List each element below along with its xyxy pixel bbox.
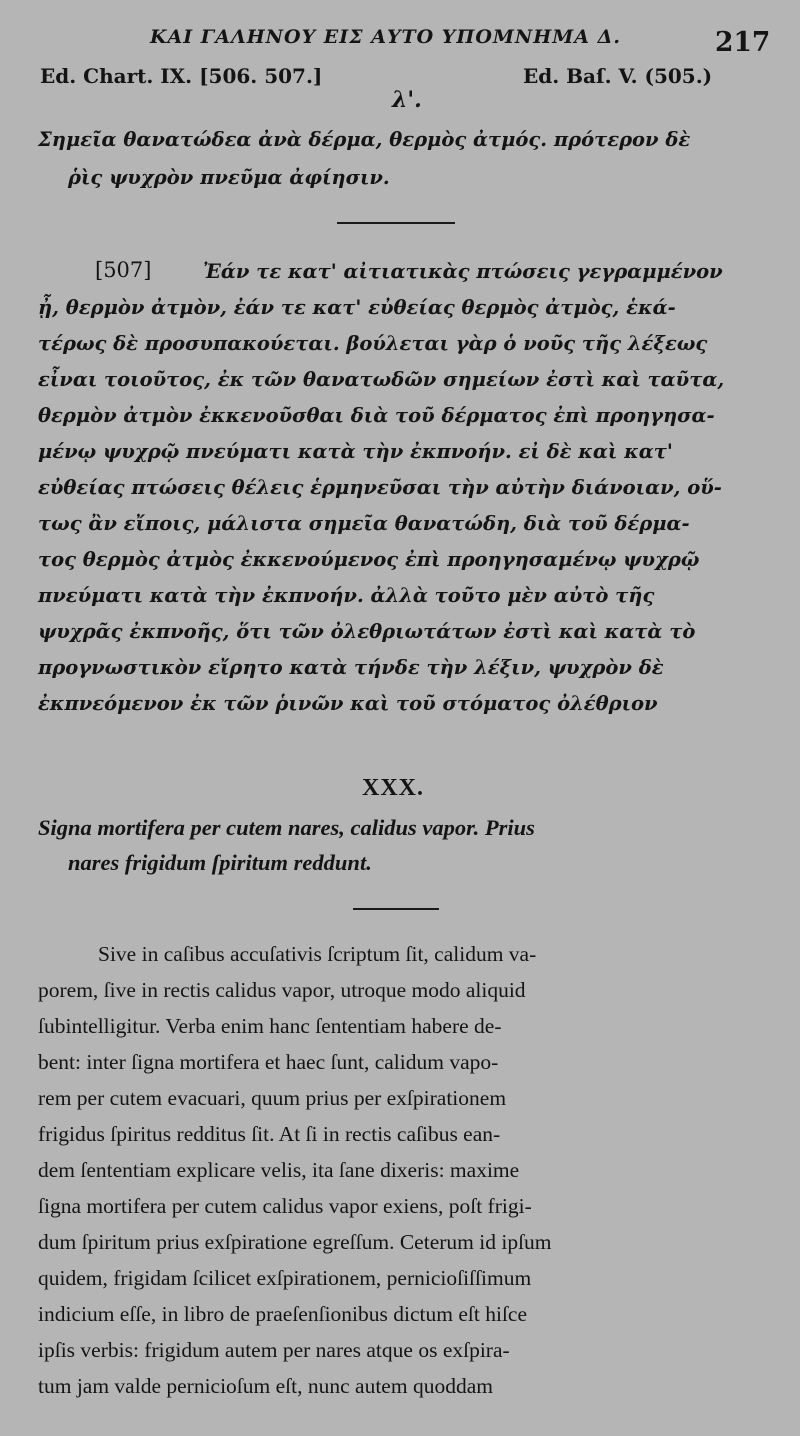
- greek-commentary-line: εὐθείας πτώσεις θέλεις ἑρμηνεῦσαι τὴν αὐτὴν διάνοιαν, οὕ-: [38, 476, 722, 499]
- latin-commentary-line: quidem, frigidam ſcilicet exſpirationem, pernicioſiſſimum: [38, 1266, 532, 1290]
- edition-reference-right: Ed. Baſ. V. (505.): [523, 64, 713, 88]
- greek-commentary-line: ψυχρᾶς ἐκπνοῆς, ὅτι τῶν ὀλεθριωτάτων ἐστὶ καὶ κατὰ τὸ: [38, 620, 696, 643]
- greek-section-number: λ'.: [392, 87, 422, 113]
- latin-commentary-line: bent: inter ſigna mortifera et haec ſunt, calidum vapo-: [38, 1050, 499, 1074]
- latin-commentary-line: porem, ſive in rectis calidus vapor, utroque modo aliquid: [38, 978, 526, 1002]
- greek-aphorism-line: Σημεῖα θανατώδεα ἀνὰ δέρμα, θερμὸς ἀτμός. πρότερον δὲ: [38, 128, 691, 151]
- running-head: ΚΑΙ ΓΑΛΗΝΟΥ ΕΙΣ ΑΥΤΟ ΥΠΟΜΝΗΜΑ Δ.: [150, 26, 621, 48]
- greek-commentary-line: ᾖ, θερμὸν ἀτμὸν, ἐάν τε κατ' εὐθείας θερμὸς ἀτμὸς, ἑκά-: [38, 296, 676, 319]
- latin-aphorism-line: Signa mortifera per cutem nares, calidus vapor. Prius: [38, 815, 535, 840]
- latin-commentary-line: ipſis verbis: frigidum autem per nares atque os exſpira-: [38, 1338, 510, 1362]
- greek-commentary-line: ἐκπνεόμενον ἐκ τῶν ῥινῶν καὶ τοῦ στόματος ὀλέθριον: [38, 692, 658, 715]
- page-number: 217: [715, 27, 771, 58]
- latin-commentary-line: indicium eſſe, in libro de praeſenſionibus dictum eſt hiſce: [38, 1302, 527, 1326]
- greek-commentary-line: προγνωστικὸν εἴρητο κατὰ τήνδε τὴν λέξιν, ψυχρὸν δὲ: [38, 656, 664, 679]
- latin-commentary-line: dum ſpiritum prius exſpiratione egreſſum. Ceterum id ipſum: [38, 1230, 552, 1254]
- greek-commentary-line: τέρως δὲ προσυπακούεται. βούλεται γὰρ ὁ νοῦς τῆς λέξεως: [38, 332, 708, 355]
- greek-commentary-line: θερμὸν ἀτμὸν ἐκκενοῦσθαι διὰ τοῦ δέρματος ἐπὶ προηγησα-: [38, 404, 715, 427]
- greek-commentary-line: εἶναι τοιοῦτος, ἐκ τῶν θανατωδῶν σημείων ἐστὶ καὶ ταῦτα,: [38, 368, 725, 391]
- latin-commentary-line: frigidus ſpiritus redditus ſit. At ſi in rectis caſibus ean-: [38, 1122, 501, 1146]
- latin-section-number: XXX.: [362, 775, 424, 801]
- latin-commentary-line: Sive in caſibus accuſativis ſcriptum ſit, calidum va-: [98, 942, 537, 966]
- section-divider: [337, 222, 455, 224]
- latin-commentary-line: tum jam valde pernicioſum eſt, nunc autem quoddam: [38, 1374, 493, 1398]
- greek-aphorism-line: ῥὶς ψυχρὸν πνεῦμα ἀφίησιν.: [68, 166, 390, 189]
- section-divider: [353, 908, 439, 910]
- page-marker: [507]: [95, 258, 152, 282]
- latin-commentary-line: rem per cutem evacuari, quum prius per exſpirationem: [38, 1086, 507, 1110]
- latin-commentary-line: ſubintelligitur. Verba enim hanc ſententiam habere de-: [38, 1014, 502, 1038]
- edition-reference-left: Ed. Chart. IX. [506. 507.]: [40, 64, 323, 88]
- greek-commentary-line: μένῳ ψυχρῷ πνεύματι κατὰ τὴν ἐκπνοήν. εἰ δὲ καὶ κατ': [38, 440, 673, 463]
- greek-commentary-line: πνεύματι κατὰ τὴν ἐκπνοήν. ἀλλὰ τοῦτο μὲν αὐτὸ τῆς: [38, 584, 655, 607]
- greek-commentary-line: τος θερμὸς ἀτμὸς ἐκκενούμενος ἐπὶ προηγησαμένῳ ψυχρῷ: [38, 548, 700, 571]
- latin-commentary-line: dem ſententiam explicare velis, ita ſane dixeris: maxime: [38, 1158, 520, 1182]
- greek-commentary-line: τως ἂν εἴποις, μάλιστα σημεῖα θανατώδη, διὰ τοῦ δέρμα-: [38, 512, 690, 535]
- latin-aphorism-line: nares frigidum ſpiritum reddunt.: [68, 850, 372, 875]
- latin-commentary-line: ſigna mortifera per cutem calidus vapor exiens, poſt frigi-: [38, 1194, 532, 1218]
- greek-commentary-line: Ἐάν τε κατ' αἰτιατικὰς πτώσεις γεγραμμένον: [203, 260, 723, 283]
